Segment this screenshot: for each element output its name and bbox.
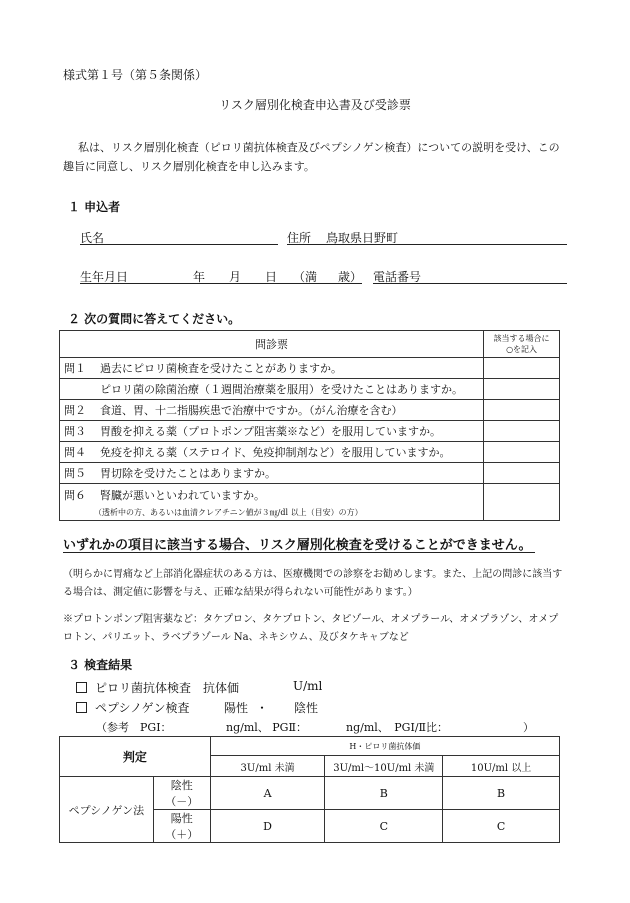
answer-cell[interactable] xyxy=(484,484,560,521)
table-row xyxy=(60,777,560,810)
result-cell: C xyxy=(443,810,560,843)
answer-cell[interactable] xyxy=(484,379,560,400)
address-value: 鳥取県日野町 xyxy=(326,231,399,245)
name-field[interactable] xyxy=(80,244,278,245)
month-label: 月 xyxy=(229,270,242,284)
option-separator: ・ xyxy=(256,701,269,715)
pylori-checkbox[interactable] xyxy=(76,682,87,693)
intro-line-2: 趣旨に同意し、リスク層別化検査を申し込みます。 xyxy=(63,160,315,173)
table-row: 問１ 過去にピロリ菌検査を受けたことがありますか。 xyxy=(60,358,560,379)
questionnaire-table xyxy=(59,330,560,521)
table-row: 問２ 食道、胃、十二指腸疾患で治療中ですか。（がん治療を含む） xyxy=(60,400,560,421)
pylori-row: ピロリ菌抗体検査 抗体価 xyxy=(76,679,239,696)
ref-close: ） xyxy=(523,721,534,734)
ref-pg1-unit: ng/ml、 PGⅡ： xyxy=(226,721,307,734)
judgment-label: 判定 xyxy=(60,737,211,777)
note-line-3: ※プロトンポンプ阻害薬など：タケプロン、タケプロトン、タピゾール、オメプラール、オメプラゾン、オメプ xyxy=(63,614,559,625)
table-row: 問４ 免疫を抑える薬（ステロイド、免疫抑制剤など）を服用していますか。 xyxy=(60,442,560,463)
applicant-heading: １ 申込者 xyxy=(68,200,121,214)
row-label: 陰性（－） xyxy=(153,777,210,810)
table-row: ピロリ菌の除菌治療（１週間治療薬を服用）を受けたことはありますか。 xyxy=(60,379,560,400)
form-id: 様式第１号（第５条関係） xyxy=(63,68,208,82)
age-open: （満 xyxy=(293,270,318,284)
positive-option[interactable]: 陽性 xyxy=(224,701,249,715)
check-column-header: 該当する場合に ○を記入 xyxy=(484,331,560,358)
pepsin-row: ペプシノゲン検査 xyxy=(76,699,189,716)
result-cell: C xyxy=(325,810,443,843)
address-label: 住所 xyxy=(287,231,312,245)
result-cell: B xyxy=(443,777,560,810)
note-line-4: ロトン、パリエット、ラベプラゾール Na、ネキシウム、及びタケキャブなど xyxy=(63,632,409,643)
answer-cell[interactable] xyxy=(484,463,560,484)
col-header: 3U/ml～10U/ml 未満 xyxy=(325,756,443,777)
row-label: 陽性（＋） xyxy=(153,810,210,843)
col-header: 10U/ml 以上 xyxy=(443,756,560,777)
pylori-header: H・ピロリ菌抗体価 xyxy=(210,737,559,756)
phone-field[interactable] xyxy=(373,283,567,284)
table-row: 問５ 胃切除を受けたことはありますか。 xyxy=(60,463,560,484)
table-row: 問３ 胃酸を抑える薬（プロトポンプ阻害薬※など）を服用していますか。 xyxy=(60,421,560,442)
year-label: 年 xyxy=(193,270,206,284)
page-title: リスク層別化検査申込書及び受診票 xyxy=(219,98,411,112)
age-close: 歳） xyxy=(338,270,363,284)
birth-field[interactable] xyxy=(80,283,362,284)
pylori-unit: U/ml xyxy=(293,679,323,693)
judgment-table xyxy=(59,736,560,843)
ref-open: （参考 PGⅠ： xyxy=(96,721,172,734)
warning-text: いずれかの項目に該当する場合、リスク層別化検査を受けることができません。 xyxy=(63,538,532,553)
answer-cell[interactable] xyxy=(484,442,560,463)
intro-line-1: 私は、リスク層別化検査（ピロリ菌抗体検査及びペプシノゲン検査）についての説明を受け、この xyxy=(78,141,560,154)
col-header: 3U/ml 未満 xyxy=(210,756,325,777)
result-cell: B xyxy=(325,777,443,810)
answer-cell[interactable] xyxy=(484,400,560,421)
table-row: 問６ 腎臓が悪いといわれていますか。 （透析中の方、あるいは血清クレアチニン値が３㎎/dl 以上（目安）の方） xyxy=(60,484,560,521)
questions-heading: ２ 次の質問に答えてください。 xyxy=(68,312,241,326)
questionnaire-header: 問診票 xyxy=(60,331,484,358)
ref-pg2-unit: ng/ml、 PGⅠ/Ⅱ比： xyxy=(346,721,448,734)
address-field[interactable] xyxy=(287,244,567,245)
row-group-label: ペプシノゲン法 xyxy=(60,777,154,843)
pepsin-checkbox[interactable] xyxy=(76,702,87,713)
phone-label: 電話番号 xyxy=(373,270,422,284)
day-label: 日 xyxy=(265,270,278,284)
answer-cell[interactable] xyxy=(484,358,560,379)
warning-underline xyxy=(63,552,535,553)
result-cell: A xyxy=(210,777,325,810)
name-label: 氏名 xyxy=(80,231,105,245)
negative-option[interactable]: 陰性 xyxy=(294,701,319,715)
birth-label: 生年月日 xyxy=(80,270,129,284)
note-line-2: る場合は、測定値に影響を与え、正確な結果が得られない可能性があります。） xyxy=(63,587,418,598)
answer-cell[interactable] xyxy=(484,421,560,442)
note-line-1: （明らかに胃痛など上部消化器症状のある方は、医療機関での診察をお勧めします。また、上記の問診に該当す xyxy=(63,569,563,580)
result-cell: D xyxy=(210,810,325,843)
results-heading: ３ 検査結果 xyxy=(68,658,133,672)
